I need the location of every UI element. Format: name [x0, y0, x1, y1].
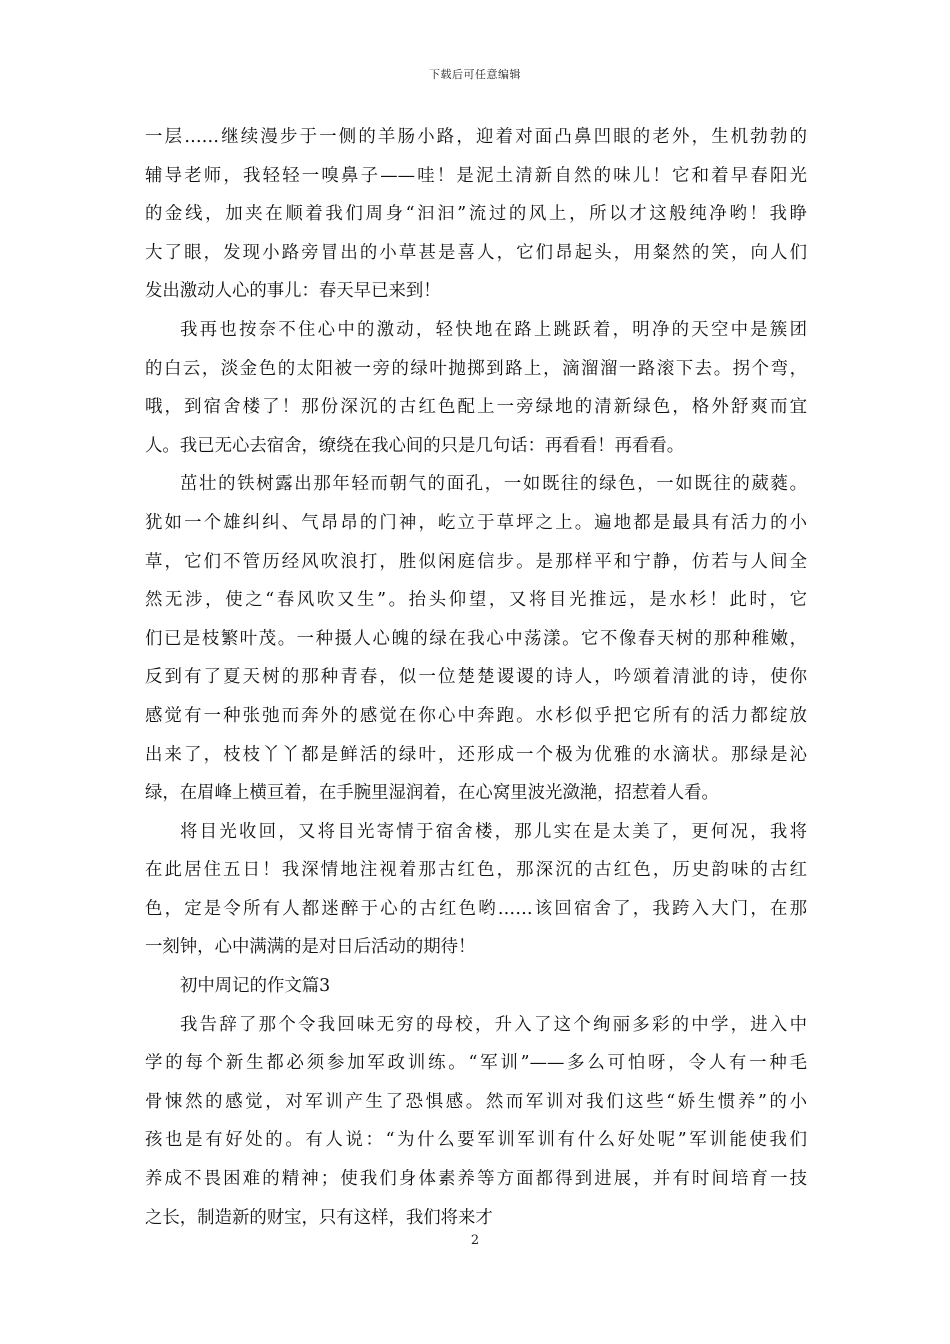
text-line: 孩也是有好处的。有人说：“为什么要军训军训有什么好处呢”军训能使我们	[145, 1130, 807, 1151]
text-line: 草，它们不管历经风吹浪打，胜似闲庭信步。是那样平和宁静，仿若与人间全	[145, 551, 807, 572]
text-line: 出来了，枝枝丫丫都是鲜活的绿叶，还形成一个极为优雅的水滴状。那绿是沁	[145, 744, 807, 765]
text-line: 感觉有一种张弛而奔外的感觉在你心中奔跑。水杉似乎把它所有的活力都绽放	[145, 705, 807, 726]
text-line: 茁壮的铁树露出那年轻而朝气的面孔，一如既往的绿色，一如既往的葳蕤。	[180, 474, 807, 495]
text-line: 绿，在眉峰上横亘着，在手腕里湿润着，在心窝里波光潋滟，招惹着人看。	[145, 783, 719, 804]
text-line: 之长，制造新的财宝，只有这样，我们将来才	[145, 1207, 493, 1228]
section-heading	[145, 967, 807, 1006]
page-number: 2	[470, 1233, 480, 1248]
text-line: 大了眼，发现小路旁冒出的小草甚是喜人，它们昂起头，用粲然的笑，向人们	[145, 242, 807, 263]
text-line: 将目光收回，又将目光寄情于宿舍楼，那儿实在是太美了，更何况，我将	[180, 821, 807, 842]
text-line: 在此居住五日！我深情地注视着那古红色，那深沉的古红色，历史韵味的古红	[145, 860, 807, 881]
text-line: 发出激动人心的事儿：春天早已来到！	[145, 281, 441, 302]
text-line: 养成不畏困难的精神；使我们身体素养等方面都得到进展，并有时间培育一技	[145, 1169, 807, 1190]
text-line: 学的每个新生都必须参加军政训练。“军训”——多么可怕呀，令人有一种毛	[145, 1053, 807, 1074]
page-header: 下载后可任意编辑	[429, 68, 521, 81]
text-line: 哦，到宿舍楼了！那份深沉的古红色配上一旁绿地的清新绿色，格外舒爽而宜	[145, 397, 807, 418]
text-line: 犹如一个雄纠纠、气昂昂的门神，屹立于草坪之上。遍地都是最具有活力的小	[145, 512, 807, 533]
document-body	[145, 118, 807, 1237]
text-line: 我再也按奈不住心中的激动，轻快地在路上跳跃着，明净的天空中是簇团	[180, 319, 807, 340]
text-line: 我告辞了那个令我回味无穷的母校，升入了这个绚丽多彩的中学，进入中	[180, 1014, 807, 1035]
paragraph	[145, 465, 807, 812]
paragraph	[145, 118, 807, 311]
text-line: 一层……继续漫步于一侧的羊肠小路，迎着对面凸鼻凹眼的老外，生机勃勃的	[145, 127, 807, 147]
text-line: 色，定是令所有人都迷醉于心的古红色哟……该回宿舍了，我跨入大门，在那	[145, 898, 807, 919]
text-line: 初中周记的作文篇3	[180, 976, 331, 997]
text-line: 一刻钟，心中满满的是对日后活动的期待！	[145, 937, 476, 958]
text-line: 的金线，加夹在顺着我们周身“汩汩”流过的风上，所以才这般纯净哟！我睁	[145, 204, 807, 225]
text-line: 辅导老师，我轻轻一嗅鼻子——哇！是泥土清新自然的味儿！它和着早春阳光	[145, 165, 807, 186]
paragraph	[145, 1006, 807, 1238]
text-line: 反到有了夏天树的那种青春，似一位楚楚谡谡的诗人，吟颂着清泚的诗，使你	[145, 667, 807, 688]
paragraph	[145, 813, 807, 967]
text-line: 们已是枝繁叶茂。一种摄人心魄的绿在我心中荡漾。它不像春天树的那种稚嫩，	[145, 628, 807, 649]
text-line: 骨悚然的感觉，对军训产生了恐惧感。然而军训对我们这些“娇生惯养”的小	[145, 1091, 807, 1112]
text-line: 然无涉，使之“春风吹又生”。抬头仰望，又将目光推远，是水杉！此时，它	[145, 590, 807, 611]
text-line: 的白云，淡金色的太阳被一旁的绿叶抛掷到路上，滴溜溜一路滚下去。拐个弯，	[145, 358, 807, 379]
text-line: 人。我已无心去宿舍，缭绕在我心间的只是几句话：再看看！再看看。	[145, 435, 685, 456]
paragraph	[145, 311, 807, 465]
